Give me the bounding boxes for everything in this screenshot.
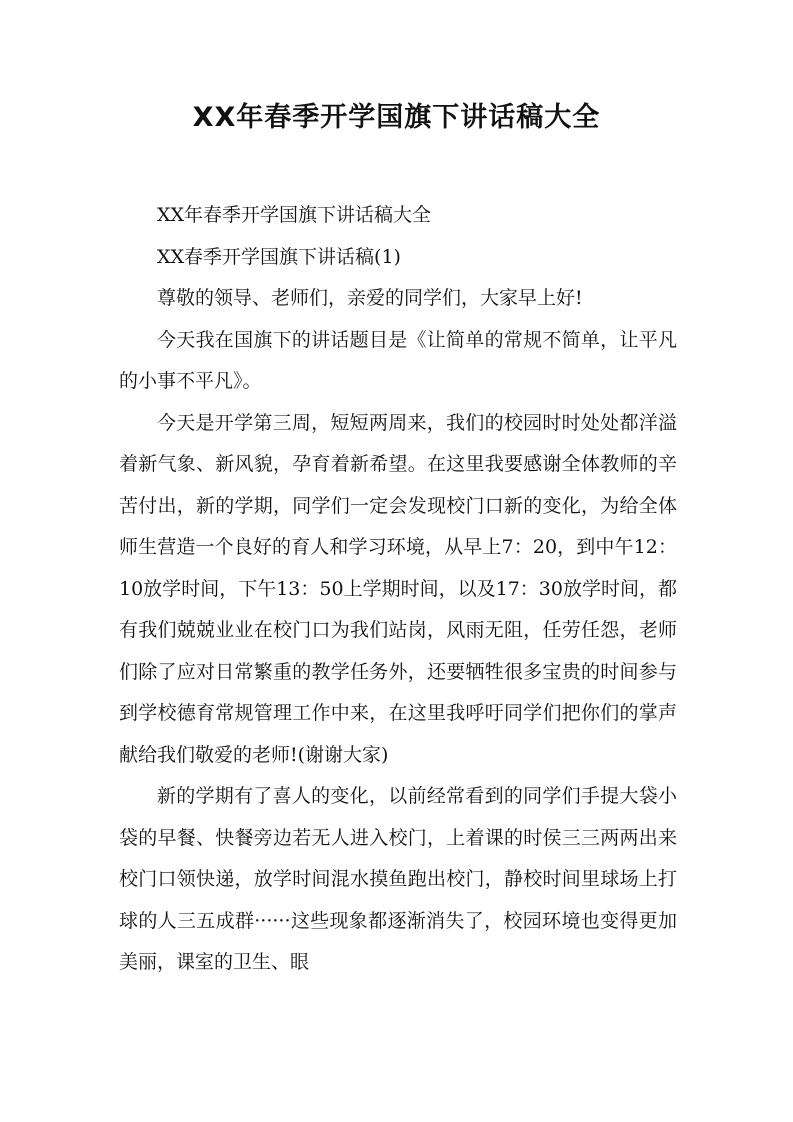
paragraph-heading-repeat: XX年春季开学国旗下讲话稿大全 [157,204,432,226]
document-body [119,195,677,984]
paragraph-topic: 今天我在国旗下的讲话题目是《让简单的常规不简单，让平凡的小事不平凡》。 [119,328,677,392]
document-title: XX年春季开学国旗下讲话稿大全 [192,102,601,133]
paragraph-body-2: 新的学期有了喜人的变化，以前经常看到的同学们手提大袋小袋的早餐、快餐旁边若无人进入校门，上着课的时侯三三两两出来校门口领快递，放学时间混水摸鱼跑出校门，静校时间里球场上打球的人三五成群······这些现象都逐渐消失了，校园环境也变得更加美丽，课室的卫生、眼 [119,785,677,973]
paragraph-body-1: 今天是开学第三周，短短两周来，我们的校园时时处处都洋溢着新气象、新风貌，孕育着新希望。在这里我要感谢全体教师的辛苦付出，新的学期，同学们一定会发现校门口新的变化，为给全体师生营造一个良好的育人和学习环境，从早上7：20，到中午12：10放学时间，下午13：50上学期时间，以及17：30放学时间，都有我们兢兢业业在校门口为我们站岗，风雨无阻，任劳任怨，老师们除了应对日常繁重的教学任务外，还要牺牲很多宝贵的时间参与到学校德育常规管理工作中来，在这里我呼吁同学们把你们的掌声献给我们敬爱的老师!(谢谢大家) [119,411,677,766]
paragraph-greeting: 尊敬的领导、老师们，亲爱的同学们，大家早上好! [157,287,583,309]
paragraph-subtitle: XX春季开学国旗下讲话稿(1) [157,245,401,268]
